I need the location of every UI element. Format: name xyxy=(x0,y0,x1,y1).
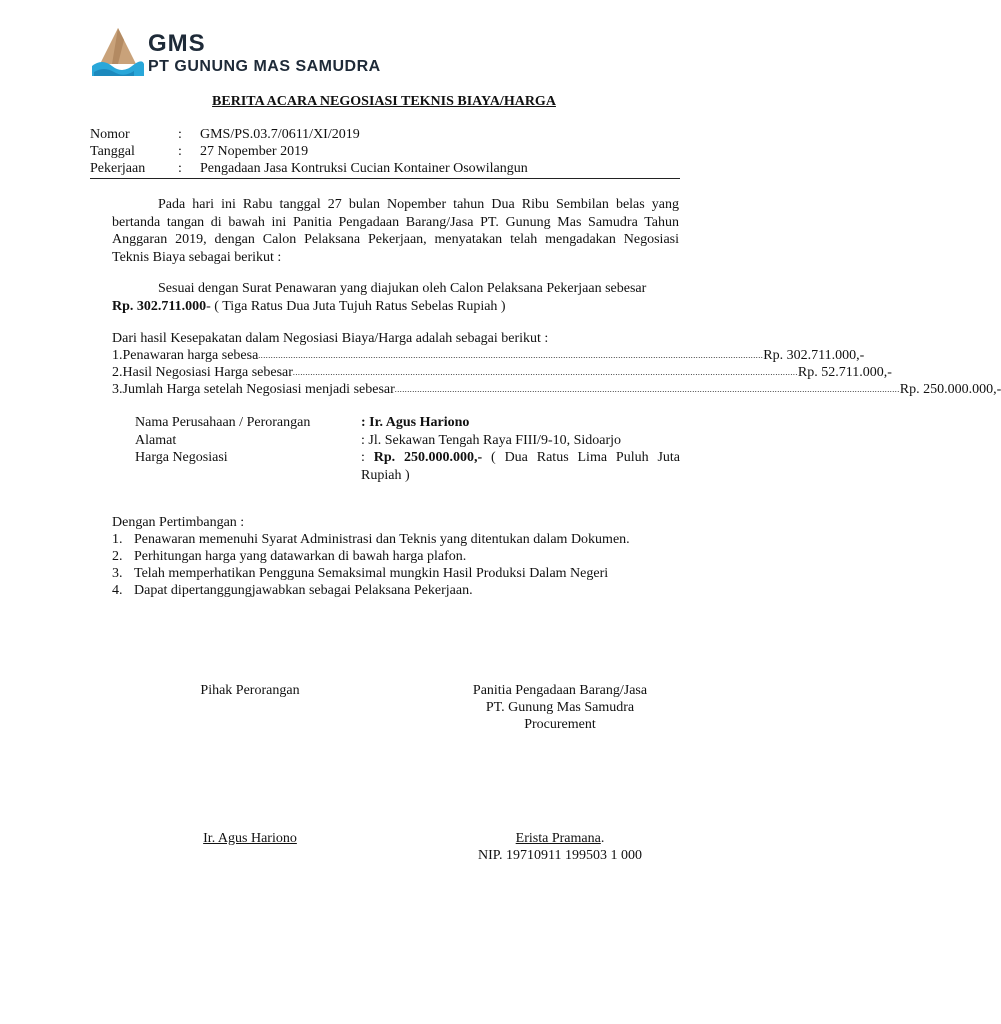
header-divider xyxy=(90,178,680,179)
info-value: : Jl. Sekawan Tengah Raya FIII/9-10, Sidoarjo xyxy=(361,432,622,448)
item-text: Penawaran memenuhi Syarat Administrasi dan Teknis yang ditentukan dalam Dokumen. xyxy=(134,532,630,547)
info-row-address xyxy=(135,432,680,450)
meta-label: Pekerjaan xyxy=(90,161,146,176)
list-item xyxy=(112,582,679,599)
logo-company-name: PT GUNUNG MAS SAMUDRA xyxy=(148,58,381,75)
leader-dots: .......................................................................................................................................................................................................... xyxy=(292,368,798,377)
signatory-name-suffix: . xyxy=(600,831,605,846)
signatory-name-right: Erista Pramana xyxy=(515,831,601,846)
meta-label: Nomor xyxy=(90,127,130,142)
meta-row-pekerjaan xyxy=(90,160,680,177)
item-label: Jumlah Harga setelah Negosiasi menjadi sebesar xyxy=(122,382,395,397)
signatory-right xyxy=(440,830,680,864)
meta-sep: : xyxy=(178,144,182,159)
document-title: BERITA ACARA NEGOSIASI TEKNIS BIAYA/HARGA xyxy=(212,94,556,109)
negotiated-amount-words: ( Dua Ratus Lima Puluh Juta Rupiah ) xyxy=(361,450,681,483)
item-number: 1. xyxy=(112,532,123,547)
meta-value: Pengadaan Jasa Kontruksi Cucian Kontainer Osowilangun xyxy=(200,161,528,176)
list-item xyxy=(112,531,679,548)
signature-role-right xyxy=(440,682,680,733)
info-row-name xyxy=(135,414,680,432)
considerations xyxy=(112,514,679,599)
info-label: Alamat xyxy=(135,432,177,448)
meta-row-tanggal xyxy=(90,143,680,160)
meta-sep: : xyxy=(178,161,182,176)
list-item xyxy=(112,565,679,582)
agreement-intro: Dari hasil Kesepakatan dalam Negosiasi Biaya/Harga adalah sebagai berikut : xyxy=(112,331,549,346)
info-row-price xyxy=(135,449,680,484)
item-number: 3. xyxy=(112,566,123,581)
offer-amount-words: - ( Tiga Ratus Dua Juta Tujuh Ratus Sebelas Rupiah ) xyxy=(206,298,506,314)
list-item xyxy=(112,548,679,565)
item-number: 2. xyxy=(112,365,123,380)
signatory-name-left: Ir. Agus Hariono xyxy=(203,831,297,846)
signature-role-line: Procurement xyxy=(524,717,596,732)
logo-abbreviation: GMS xyxy=(148,30,206,57)
opening-paragraph: Pada hari ini Rabu tanggal 27 bulan Nopember tahun Dua Ribu Sembilan belas yang bertanda tangan di bawah ini Panitia Pengadaan Barang/Jasa PT. Gunung Mas Samudra Tahun Anggaran 2019, dengan Calon Pelaksana Pekerjaan, menyatakan telah mengadakan Negosiasi Teknis Biaya sebagai berikut : xyxy=(112,197,679,265)
company-logo xyxy=(90,26,381,82)
info-label: Nama Perusahaan / Perorangan xyxy=(135,415,311,430)
meta-value: GMS/PS.03.7/0611/XI/2019 xyxy=(200,127,360,142)
list-item xyxy=(112,347,865,364)
mountain-wave-icon xyxy=(90,26,146,78)
signature-role-line: Panitia Pengadaan Barang/Jasa xyxy=(472,683,648,698)
price-colon: : xyxy=(361,450,374,465)
item-number: 2. xyxy=(112,549,123,564)
meta-label: Tanggal xyxy=(90,144,135,159)
item-number: 4. xyxy=(112,583,123,598)
item-number: 1. xyxy=(112,348,123,363)
info-label: Harga Negosiasi xyxy=(135,450,228,465)
meta-value: 27 Nopember 2019 xyxy=(200,144,309,159)
list-item xyxy=(112,364,892,381)
signature-role-line: PT. Gunung Mas Samudra xyxy=(485,700,635,715)
leader-dots: .......................................................................................................................................................................................................... xyxy=(258,351,764,360)
company-info xyxy=(135,414,680,484)
leader-dots: .......................................................................................................................................................................................................... xyxy=(394,385,900,394)
item-text: Telah memperhatikan Pengguna Semaksimal mungkin Hasil Produksi Dalam Negeri xyxy=(134,566,609,581)
negotiated-amount: Rp. 250.000.000,- xyxy=(373,450,483,465)
offer-lead: Sesuai dengan Surat Penawaran yang diajukan oleh Calon Pelaksana Pekerjaan sebesar xyxy=(158,281,647,296)
offer-amount: Rp. 302.711.000 xyxy=(112,298,207,314)
list-item xyxy=(112,381,1001,398)
info-value: : Ir. Agus Hariono xyxy=(361,415,470,430)
meta-row-nomor xyxy=(90,126,680,143)
item-label: Hasil Negosiasi Harga sebesar xyxy=(122,365,293,380)
item-label: Penawaran harga sebesa xyxy=(122,348,259,363)
offer-paragraph xyxy=(112,280,679,315)
document-meta xyxy=(90,126,680,177)
item-number: 3. xyxy=(112,382,123,397)
price-list xyxy=(112,347,1001,398)
considerations-heading: Dengan Pertimbangan : xyxy=(112,515,245,530)
signature-role-left: Pihak Perorangan xyxy=(200,683,300,698)
info-value xyxy=(361,449,680,484)
meta-sep: : xyxy=(178,127,182,142)
item-text: Perhitungan harga yang datawarkan di bawah harga plafon. xyxy=(134,549,467,564)
item-value: Rp. 250.000.000,- xyxy=(899,382,1001,397)
item-value: Rp. 52.711.000,- xyxy=(797,365,892,380)
item-value: Rp. 302.711.000,- xyxy=(763,348,865,363)
item-text: Dapat dipertanggungjawabkan sebagai Pelaksana Pekerjaan. xyxy=(134,583,473,598)
signatory-nip: NIP. 19710911 199503 1 000 xyxy=(478,848,642,863)
